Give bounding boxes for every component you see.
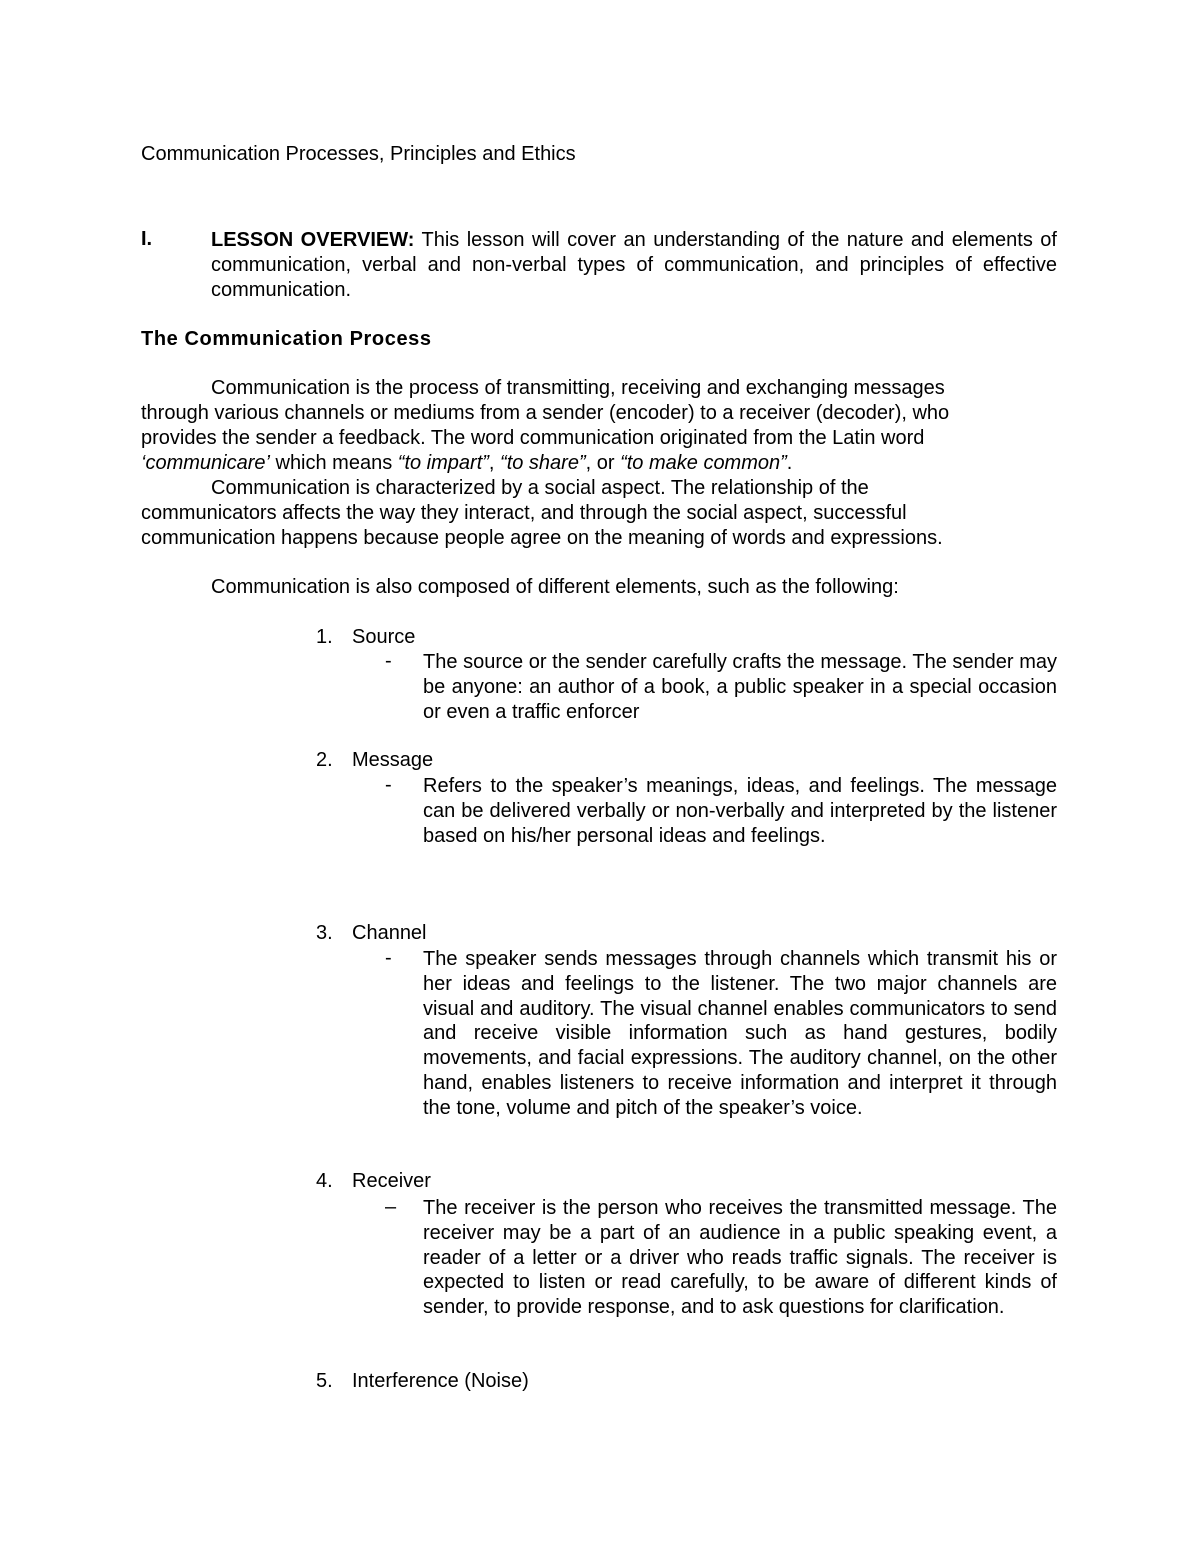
list-item-number: 1. xyxy=(316,626,333,648)
list-item-title: Interference (Noise) xyxy=(352,1370,529,1392)
text-fragment: , xyxy=(488,452,501,474)
meaning-2: “to share” xyxy=(500,452,586,474)
paragraph-line: Communication is the process of transmitting, receiving and exchanging messages xyxy=(211,377,945,399)
latin-word: ‘communicare’ xyxy=(141,452,270,474)
paragraph-line: communication happens because people agree on the meaning of words and expressions. xyxy=(141,527,943,549)
text-fragment: , or xyxy=(585,452,621,474)
document-title: Communication Processes, Principles and Ethics xyxy=(141,143,576,165)
list-item-dash: - xyxy=(385,774,392,796)
section-number: I. xyxy=(141,228,153,250)
list-item-description: The source or the sender carefully crafts the message. The sender may be anyone: an author of a book, a public speaker in a special occasion or even a traffic enforcer xyxy=(423,651,1057,723)
list-item-number: 5. xyxy=(316,1370,333,1392)
meaning-1: “to impart” xyxy=(397,452,489,474)
paragraph-line: Communication is characterized by a social aspect. The relationship of the xyxy=(211,477,869,499)
paragraph-social-aspect xyxy=(141,476,1021,551)
lesson-overview-text: This lesson will cover an understanding of the nature and elements of communication, verbal and non-verbal types of communication, and principles of effective communication. xyxy=(211,229,1057,301)
lesson-overview xyxy=(211,228,1057,303)
list-item-number: 2. xyxy=(316,749,333,771)
list-item-number: 4. xyxy=(316,1170,333,1192)
list-item-title: Source xyxy=(352,626,416,648)
paragraph-line: communicators affects the way they interact, and through the social aspect, successful xyxy=(141,502,907,524)
list-item-dash: - xyxy=(385,650,392,672)
paragraph-line: through various channels or mediums from a sender (encoder) to a receiver (decoder), who xyxy=(141,402,950,424)
list-item-title: Message xyxy=(352,749,434,771)
text-fragment: . xyxy=(786,452,793,474)
list-item-title: Channel xyxy=(352,922,427,944)
list-item-description: The receiver is the person who receives the transmitted message. The receiver may be a part of an audience in a public speaking event, a reader of a letter or a driver who reads traffic signals. The receiver is expected to listen or read carefully, to be aware of different kinds of sender, to provide response, and to ask questions for clarification. xyxy=(423,1197,1057,1319)
list-item-number: 3. xyxy=(316,922,333,944)
paragraph-line: Communication is also composed of different elements, such as the following: xyxy=(211,576,899,598)
list-item-dash: - xyxy=(385,947,392,969)
section-heading: The Communication Process xyxy=(141,328,432,350)
paragraph-elements-intro xyxy=(141,575,1021,600)
list-item-dash: – xyxy=(385,1196,397,1218)
list-item-description: Refers to the speaker’s meanings, ideas, and feelings. The message can be delivered verbally or non-verbally and interpreted by the listener based on his/her personal ideas and feelings. xyxy=(423,775,1057,847)
meaning-3: “to make common” xyxy=(620,452,787,474)
paragraph-line: provides the sender a feedback. The word communication originated from the Latin word xyxy=(141,427,925,449)
paragraph-definition xyxy=(141,376,1021,476)
paragraph-line xyxy=(141,451,1021,476)
list-item-title: Receiver xyxy=(352,1170,431,1192)
text-fragment: which means xyxy=(269,452,398,474)
lesson-overview-label: LESSON OVERVIEW: xyxy=(211,229,415,251)
list-item-description: The speaker sends messages through channels which transmit his or her ideas and feelings to the listener. The two major channels are visual and auditory. The visual channel enables communicators to send and receive visible information such as hand gestures, bodily movements, and facial expressions. The auditory channel, on the other hand, enables listeners to receive information and interpret it through the tone, volume and pitch of the speaker’s voice. xyxy=(423,948,1057,1119)
